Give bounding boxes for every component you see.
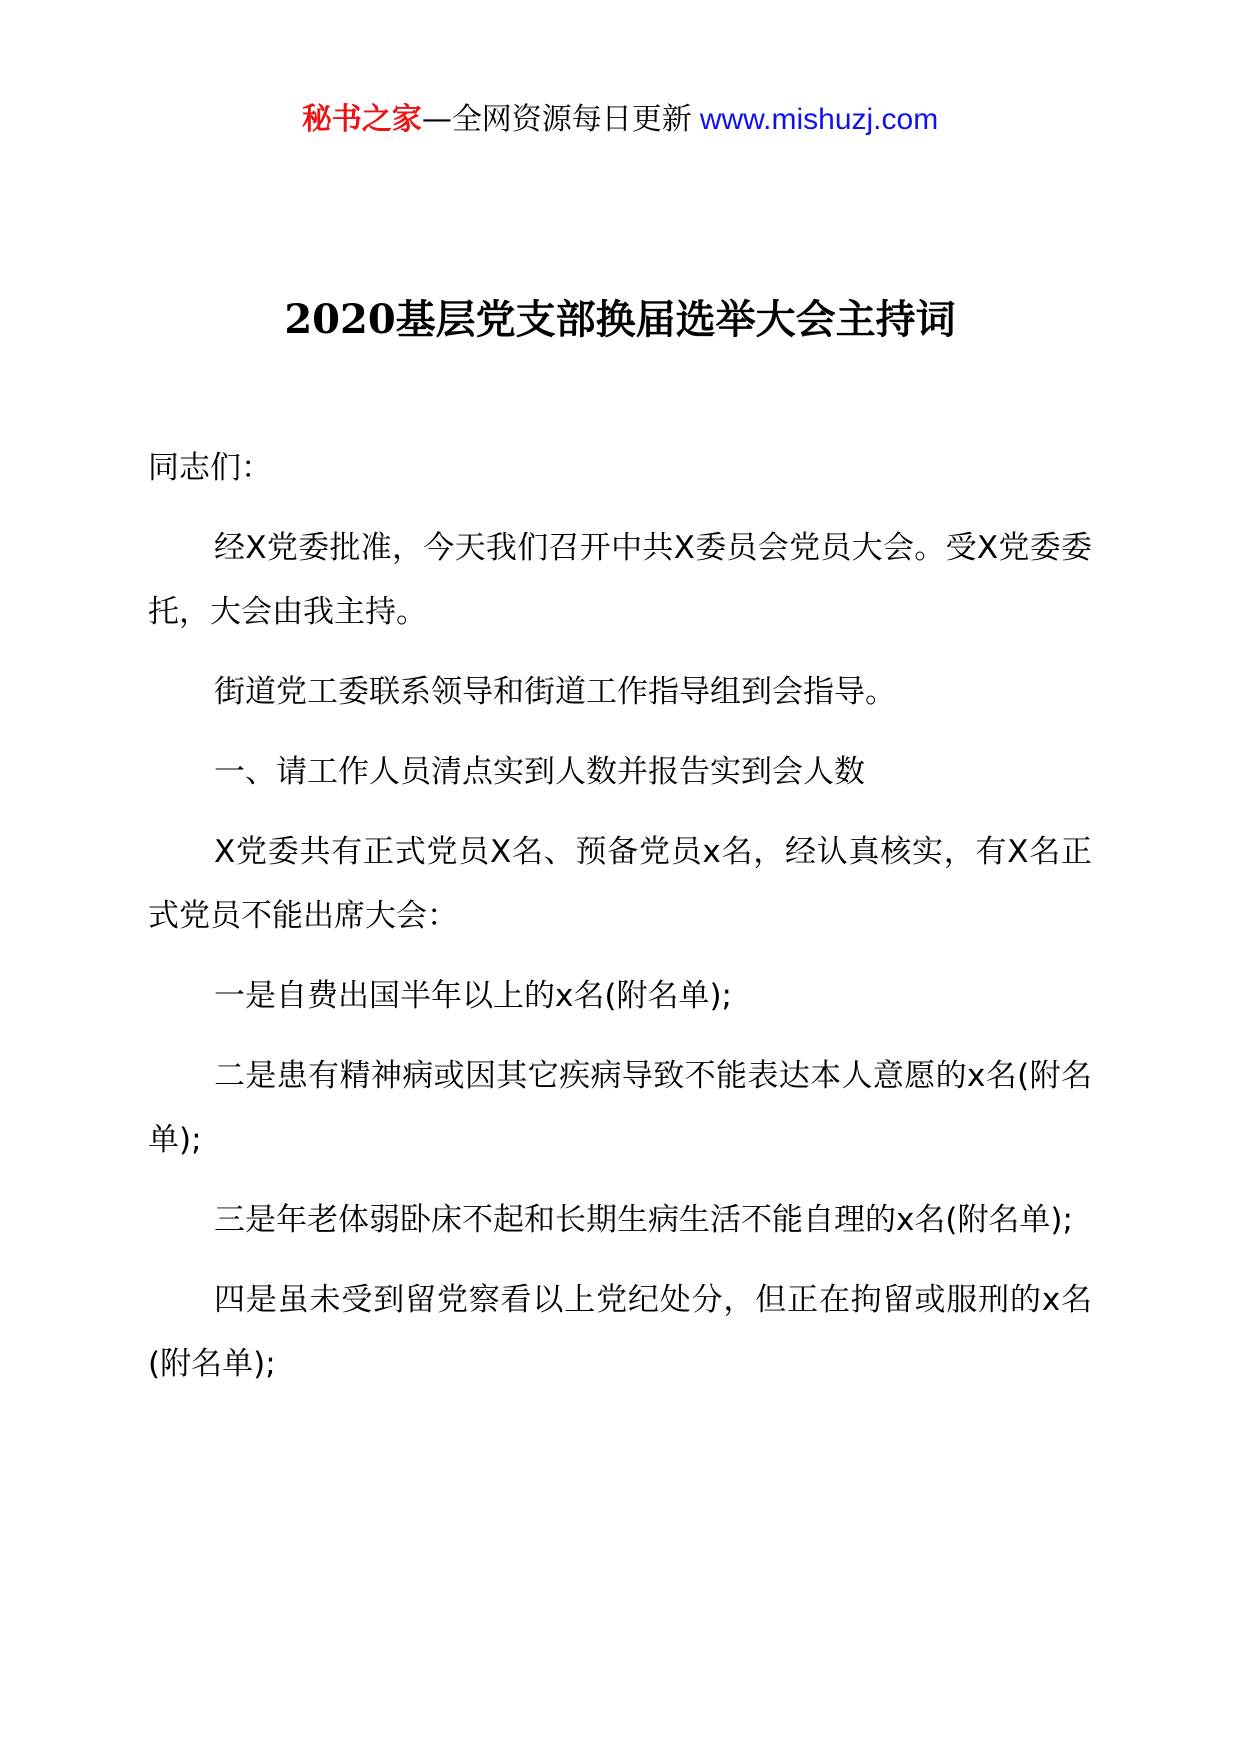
document-title: 2020基层党支部换届选举大会主持词 <box>284 296 956 343</box>
paragraph: X党委共有正式党员X名、预备党员x名，经认真核实，有X名正式党员不能出席大会： <box>148 834 1092 934</box>
site-url-link[interactable]: www.mishuzj.com <box>699 103 939 136</box>
list-item: 二是患有精神病或因其它疾病导致不能表达本人意愿的x名(附名单); <box>148 1058 1092 1158</box>
salutation: 同志们： <box>148 450 272 486</box>
list-item: 四是虽未受到留党察看以上党纪处分，但正在拘留或服刑的x名(附名单); <box>148 1282 1092 1382</box>
paragraph: 街道党工委联系领导和街道工作指导组到会指导。 <box>214 674 896 710</box>
document-body <box>148 436 1092 1412</box>
paragraph: 经X党委批准，今天我们召开中共X委员会党员大会。受X党委委托，大会由我主持。 <box>148 530 1092 630</box>
brand-name: 秘书之家 <box>301 102 422 137</box>
list-item: 三是年老体弱卧床不起和长期生病生活不能自理的x名(附名单); <box>214 1202 1073 1238</box>
site-header <box>0 100 1240 140</box>
section-heading: 一、请工作人员清点实到人数并报告实到会人数 <box>214 754 865 790</box>
header-tagline: —全网资源每日更新 <box>421 102 692 137</box>
list-item: 一是自费出国半年以上的x名(附名单); <box>214 978 732 1014</box>
